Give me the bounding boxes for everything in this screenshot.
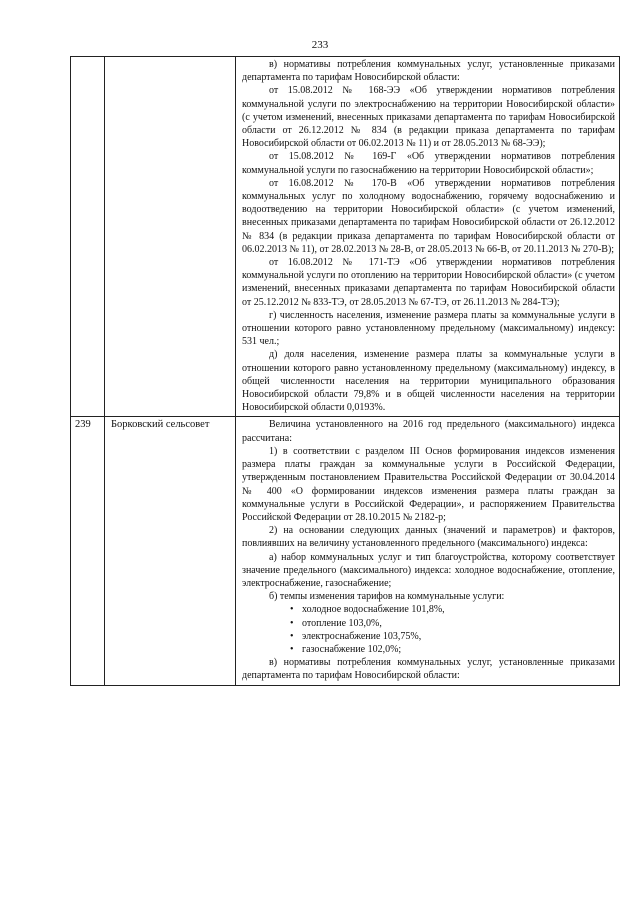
list-item — [290, 643, 615, 656]
bullet-icon: • — [290, 630, 294, 642]
tariff-table — [70, 56, 620, 686]
description-cell — [236, 417, 620, 685]
paragraph: 1) в соответствии с разделом III Основ формирования индексов изменения размера платы граждан за коммунальные услуги в Российской Федерации, утвержденным постановлением Правительства Российской Федерации от 30.04.2014 № 400 «О формировании индексов изменения размера платы граждан за коммунальные услуги в Российской Федерации», и распоряжением Правительства Российской Федерации от 28.10.2015 № 2182-р; — [242, 445, 615, 523]
paragraph: в) нормативы потребления коммунальных услуг, установленные приказами департамента по тарифам Новосибирской области: — [242, 657, 615, 682]
tariff-rates-list — [242, 603, 615, 656]
paragraph: г) численность населения, изменение размера платы за коммунальные услуги в отношении которого равно установленному предельному (максимальному) индексу: 531 чел.; — [242, 309, 615, 348]
paragraph: в) нормативы потребления коммунальных услуг, установленные приказами департамента по тарифам Новосибирской области: — [242, 59, 615, 84]
paragraph: от 16.08.2012 № 171-ТЭ «Об утверждении нормативов потребления коммунальной услуги по отоплению на территории Новосибирской области» (с учетом изменений, внесенных приказами департамента по тарифам Новосибирской области от 25.12.2012 № 833-ТЭ, от 28.05.2013 № 67-ТЭ, от 26.11.2013 № 284-ТЭ); — [242, 257, 615, 308]
paragraph: а) набор коммунальных услуг и тип благоустройства, которому соответствует значение предельного (максимального) индекса: холодное водоснабжение, отопление, электроснабжение, газоснабжение; — [242, 551, 615, 589]
list-item — [290, 603, 615, 616]
paragraph: 2) на основании следующих данных (значений и параметров) и факторов, повлиявших на величину установленного предельного (максимального) индекса: — [242, 525, 615, 550]
paragraph: от 16.08.2012 № 170-В «Об утверждении нормативов потребления коммунальных услуг по холодному водоснабжению, горячему водоснабжению и водоотведению на территории Новосибирской области» (с учетом изменений, внесенных приказами департамента по тарифам Новосибирской области от 26.12.2012 № 834 (в редакции приказа департамента по тарифам Новосибирской области от 06.02.2013 № 11), от 28.02.2013 № 28-В, от 28.05.2013 № 66-В, от 20.11.2013 № 270-В); — [242, 177, 615, 255]
description-cell — [236, 57, 620, 417]
page-number: 233 — [311, 39, 329, 51]
bullet-icon: • — [290, 604, 294, 616]
municipality-name — [105, 57, 235, 59]
bullet-icon: • — [290, 643, 294, 655]
table-row-239 — [71, 417, 620, 685]
list-item-text: отопление 103,0%, — [302, 617, 382, 629]
paragraph: б) темпы изменения тарифов на коммунальные услуги: — [269, 591, 505, 603]
paragraph: д) доля населения, изменение размера платы за коммунальные услуги в отношении которого равно установленному предельному (максимальному) индексу, в общей численности населения на территории муниципального образования Новосибирской области 79,8% и в общей численности населения на территории Новосибирской области 0,0193%. — [242, 349, 615, 414]
list-item-text: электроснабжение 103,75%, — [302, 630, 422, 642]
list-item-text: газоснабжение 102,0%; — [302, 643, 402, 655]
row-number-cell — [71, 417, 105, 685]
table-row-continuation — [71, 57, 620, 417]
municipality-cell — [105, 417, 236, 685]
list-item-text: холодное водоснабжение 101,8%, — [302, 604, 445, 616]
list-item — [290, 630, 615, 643]
municipality-name: Борковский сельсовет — [111, 419, 210, 431]
list-item — [290, 617, 615, 630]
paragraph: от 15.08.2012 № 168-ЭЭ «Об утверждении нормативов потребления коммунальной услуги по электроснабжению на территории Новосибирской области» (с учетом изменений, внесенных приказами департамента по тарифам Новосибирской области от 26.12.2012 № 834 (в редакции приказа департамента по тарифам Новосибирской области от 06.02.2013 № 11) и от 28.05.2013 № 68-ЭЭ); — [242, 85, 615, 150]
municipality-cell — [105, 57, 236, 417]
row-number — [71, 57, 104, 59]
paragraph: от 15.08.2012 № 169-Г «Об утверждении нормативов потребления коммунальной услуги по газоснабжению на территории Новосибирской области»; — [242, 151, 615, 176]
row-number-cell — [71, 57, 105, 417]
bullet-icon: • — [290, 617, 294, 629]
paragraph: Величина установленного на 2016 год предельного (максимального) индекса рассчитана: — [242, 419, 615, 444]
row-number: 239 — [75, 419, 91, 431]
